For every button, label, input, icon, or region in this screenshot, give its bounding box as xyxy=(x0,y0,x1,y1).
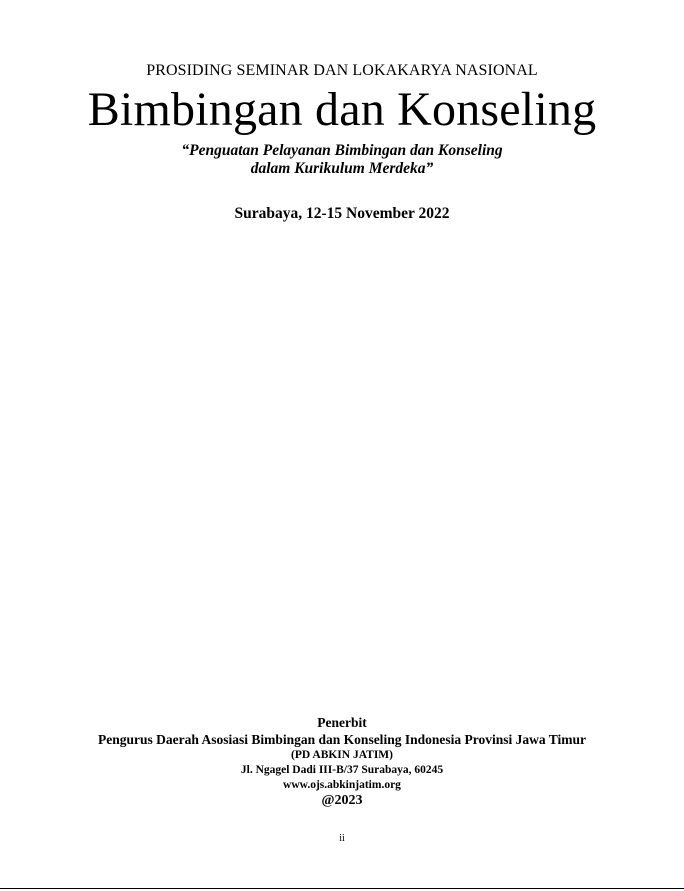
publisher-website: www.ojs.abkinjatim.org xyxy=(283,779,401,791)
publisher-label: Penerbit xyxy=(317,715,367,730)
document-title: Bimbingan dan Konseling xyxy=(87,83,597,136)
publisher-organization: Pengurus Daerah Asosiasi Bimbingan dan Konseling Indonesia Provinsi Jawa Timur xyxy=(98,732,586,747)
bottom-rule xyxy=(0,888,684,889)
publication-year: @2023 xyxy=(321,793,363,808)
publisher-address: Jl. Ngagel Dadi III-B/37 Surabaya, 60245 xyxy=(240,764,444,776)
place-date: Surabaya, 12-15 November 2022 xyxy=(234,205,450,222)
page-number: ii xyxy=(339,833,345,844)
theme-line-2: dalam Kurikulum Merdeka” xyxy=(250,160,434,177)
publisher-abbreviation: (PD ABKIN JATIM) xyxy=(290,749,393,761)
proceedings-series: PROSIDING SEMINAR DAN LOKAKARYA NASIONAL xyxy=(146,62,538,79)
theme-line-1: “Penguatan Pelayanan Bimbingan dan Konseling xyxy=(181,142,503,159)
